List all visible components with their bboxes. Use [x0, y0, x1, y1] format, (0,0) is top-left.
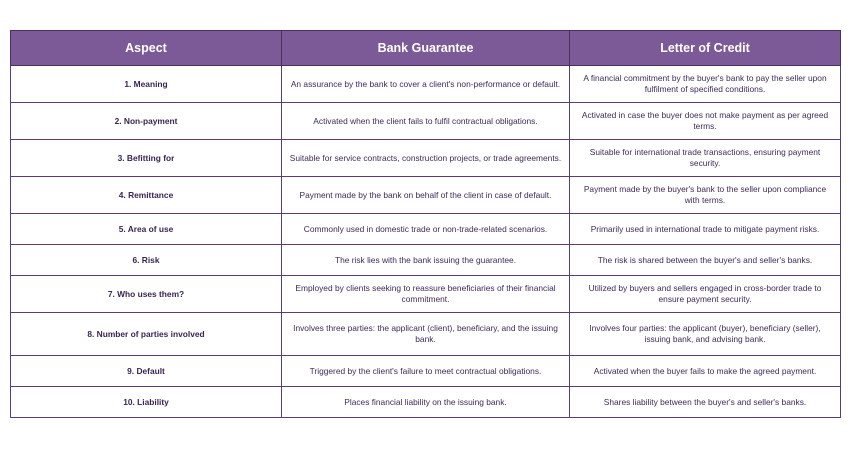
aspect-cell: 10. Liability [11, 387, 282, 418]
aspect-cell: 4. Remittance [11, 177, 282, 214]
bank-guarantee-cell: Employed by clients seeking to reassure beneficiaries of their financial commitment. [282, 276, 570, 313]
table-row [11, 387, 841, 418]
bank-guarantee-cell: Activated when the client fails to fulfil contractual obligations. [282, 103, 570, 140]
bank-guarantee-cell: Places financial liability on the issuing bank. [282, 387, 570, 418]
letter-of-credit-cell: Activated when the buyer fails to make the agreed payment. [570, 356, 841, 387]
bank-guarantee-cell: Payment made by the bank on behalf of the client in case of default. [282, 177, 570, 214]
table-row [11, 245, 841, 276]
aspect-cell: 6. Risk [11, 245, 282, 276]
bank-guarantee-cell: The risk lies with the bank issuing the guarantee. [282, 245, 570, 276]
table-row [11, 276, 841, 313]
aspect-cell: 9. Default [11, 356, 282, 387]
bank-guarantee-cell: Suitable for service contracts, construction projects, or trade agreements. [282, 140, 570, 177]
aspect-cell: 3. Befitting for [11, 140, 282, 177]
bank-guarantee-cell: Triggered by the client's failure to meet contractual obligations. [282, 356, 570, 387]
table-row [11, 313, 841, 356]
letter-of-credit-cell: Activated in case the buyer does not make payment as per agreed terms. [570, 103, 841, 140]
bank-guarantee-cell: Involves three parties: the applicant (client), beneficiary, and the issuing bank. [282, 313, 570, 356]
aspect-cell: 1. Meaning [11, 66, 282, 103]
header-aspect: Aspect [11, 31, 282, 66]
aspect-cell: 5. Area of use [11, 214, 282, 245]
bank-guarantee-cell: Commonly used in domestic trade or non-trade-related scenarios. [282, 214, 570, 245]
letter-of-credit-cell: A financial commitment by the buyer's bank to pay the seller upon fulfilment of specified conditions. [570, 66, 841, 103]
letter-of-credit-cell: Utilized by buyers and sellers engaged in cross-border trade to ensure payment security. [570, 276, 841, 313]
table-row [11, 66, 841, 103]
header-row [11, 31, 841, 66]
table-row [11, 214, 841, 245]
table-row [11, 140, 841, 177]
aspect-cell: 8. Number of parties involved [11, 313, 282, 356]
letter-of-credit-cell: Suitable for international trade transactions, ensuring payment security. [570, 140, 841, 177]
aspect-cell: 7. Who uses them? [11, 276, 282, 313]
comparison-table [10, 30, 841, 418]
aspect-cell: 2. Non-payment [11, 103, 282, 140]
bank-guarantee-cell: An assurance by the bank to cover a client's non-performance or default. [282, 66, 570, 103]
letter-of-credit-cell: Involves four parties: the applicant (buyer), beneficiary (seller), issuing bank, and advising bank. [570, 313, 841, 356]
table-row [11, 177, 841, 214]
header-letter-of-credit: Letter of Credit [570, 31, 841, 66]
table-row [11, 356, 841, 387]
table-row [11, 103, 841, 140]
header-bank-guarantee: Bank Guarantee [282, 31, 570, 66]
letter-of-credit-cell: Payment made by the buyer's bank to the seller upon compliance with terms. [570, 177, 841, 214]
letter-of-credit-cell: Primarily used in international trade to mitigate payment risks. [570, 214, 841, 245]
letter-of-credit-cell: The risk is shared between the buyer's and seller's banks. [570, 245, 841, 276]
letter-of-credit-cell: Shares liability between the buyer's and seller's banks. [570, 387, 841, 418]
